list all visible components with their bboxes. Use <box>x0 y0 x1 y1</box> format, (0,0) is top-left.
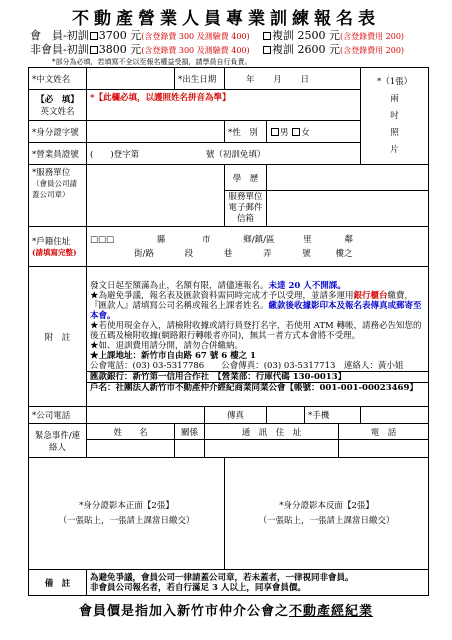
non-member-initial-checkbox[interactable] <box>90 46 98 54</box>
footer-underlined: 不動產經紀業 <box>289 604 374 619</box>
female-checkbox[interactable] <box>292 128 300 136</box>
annex-line-3: ★若使用現金存入，請檢附收據或請行員登打名字，若使用 ATM 轉帳，請務必告知您的後五碼及檢附收據(網路銀行轉帳者亦同)，無其一者方式本會將不受理。 <box>90 320 422 341</box>
chinese-name-field[interactable] <box>87 68 175 90</box>
remark-content <box>87 570 429 596</box>
birth-date-label: *出生日期 <box>175 68 225 90</box>
license-label: *營業員證號 <box>29 143 87 165</box>
non-member-renew-note: (含登錄費用 200) <box>340 46 405 55</box>
zip-boxes: □□□ <box>90 234 115 245</box>
photo-char-2: 吋 <box>390 110 399 121</box>
township-label: 鄉/鎮/區 <box>243 234 275 245</box>
education-label: 學 歷 <box>225 165 267 191</box>
emergency-name-field[interactable] <box>87 440 175 458</box>
annex-line-4: ★如、退訓費用請分開，請勿合併繳納。 <box>90 340 244 351</box>
id-front-label: *身分證影本正面【2張】 <box>79 500 174 511</box>
footer-prefix: 會員價是指加入新竹市仲介公會之 <box>78 604 289 619</box>
chinese-name-label: *中文姓名 <box>29 68 87 90</box>
annex-receipt: 繳款後收據影印本及報名表傳真或郵寄至本會。 <box>90 300 422 321</box>
photo-note: *（1張） <box>376 76 413 87</box>
annex-line-5: ★上課地址：新竹市自由路 67 號 6 樓之 1 <box>90 350 256 361</box>
annex-line-8: 戶名：社團法人新竹市不動產仲介經紀商業同業公會【帳號：001-001-00023469】 <box>87 382 428 393</box>
address-line-1 <box>90 233 425 247</box>
company-email-label: 服務單位電子郵件信箱 <box>225 191 267 227</box>
year-label: 年 <box>246 74 255 85</box>
female-label: 女 <box>301 127 310 138</box>
id-front-area[interactable] <box>29 458 225 570</box>
address-field[interactable] <box>87 227 429 267</box>
annex-line-7: 匯款銀行：新竹第一信用合作社 【營業部：行庫代碼 130-0013】 <box>87 371 428 382</box>
non-member-renew-checkbox[interactable] <box>263 46 271 54</box>
member-initial-amount: 3700 元 <box>98 29 142 42</box>
emergency-label: 緊急事件/連絡人 <box>29 424 87 458</box>
village-label: 里 <box>303 234 312 245</box>
annex-bank-counter: 銀行櫃台 <box>353 290 388 301</box>
non-member-renew-amount: 2600 元 <box>297 43 340 56</box>
id-back-note: （一張貼上，一張請上課當日繳交） <box>258 515 395 526</box>
mobile-field[interactable] <box>361 407 429 424</box>
remark-label: 備 註 <box>29 570 87 596</box>
annex-line-6: 公會電話：(03) 03-5317786 公會傳真：(03) 03-5317713 連絡人：黃小姐 <box>90 360 404 371</box>
id-front-note: （一張貼上，一張請上課當日繳交） <box>58 515 195 526</box>
member-renew-note: (含登錄費用 200) <box>340 32 405 41</box>
required-fields-note: *部分為必填，若填寫不全以至報名權益受損，請學員自行負責。 <box>52 58 252 66</box>
annex-line-2: ★為避免爭議，報名表及匯款資料需同時完成才予以受理，並請多運用銀行櫃台繳費，『匯款人』請填寫公司名稱或報名上課者姓名。繳款後收據影印本及報名表傳真或郵寄至本會。 <box>90 290 422 321</box>
gender-field <box>267 121 361 143</box>
alley-label: 弄 <box>263 248 272 259</box>
member-renew-amount: 2500 元 <box>297 29 340 42</box>
registration-table <box>28 67 429 596</box>
birth-date-field[interactable] <box>225 68 361 90</box>
emergency-col-phone: 電 話 <box>339 424 429 440</box>
member-renew-checkbox[interactable] <box>263 32 271 40</box>
annex-label: 附 註 <box>29 267 87 407</box>
city-label: 市 <box>202 234 211 245</box>
non-member-label: 非會員-初訓 <box>30 43 89 56</box>
address-note: (請填寫完整) <box>32 248 77 257</box>
number-label: 號 <box>302 248 311 259</box>
english-name-label: 英文姓名 <box>40 107 75 117</box>
non-member-initial-note: (含登錄費 300 及測驗費 400) <box>141 46 250 55</box>
company-phone-label: *公司電話 <box>29 407 87 424</box>
non-member-fee-line <box>30 41 450 57</box>
company-label-cell <box>29 165 87 227</box>
male-label: 男 <box>280 127 289 138</box>
mobile-label: *手機 <box>305 407 361 424</box>
annex-min-people: 未達 20 人不開課。 <box>268 280 346 291</box>
license-field[interactable] <box>87 143 361 165</box>
english-name-field[interactable] <box>87 90 361 121</box>
annex-content <box>87 267 429 407</box>
license-suffix: 號（初訓免填） <box>205 149 266 160</box>
form-title: 不動產營業人員專業訓練報名表 <box>72 9 380 29</box>
company-email-field[interactable] <box>267 191 429 227</box>
emergency-phone-field[interactable] <box>339 440 429 458</box>
id-back-area[interactable] <box>225 458 429 570</box>
emergency-col-address: 通 訊 住 址 <box>205 424 339 440</box>
emergency-col-name: 姓 名 <box>87 424 175 440</box>
address-label-cell <box>29 227 87 267</box>
male-checkbox[interactable] <box>271 128 279 136</box>
month-label: 月 <box>273 74 282 85</box>
company-phone-field[interactable] <box>87 407 205 424</box>
emergency-relation-field[interactable] <box>175 440 205 458</box>
member-initial-note: (含登錄費 300 及測驗費 400) <box>141 32 250 41</box>
floor-label: 樓之 <box>335 248 353 259</box>
gender-label: *性 別 <box>225 121 267 143</box>
fax-field[interactable] <box>267 407 305 424</box>
county-label: 縣 <box>156 234 166 245</box>
member-initial-checkbox[interactable] <box>90 32 98 40</box>
id-number-label: *身分證字號 <box>29 121 87 143</box>
required-label: 【必 填】 <box>36 95 79 105</box>
id-number-field[interactable] <box>87 121 225 143</box>
street-label: 街/路 <box>134 248 154 259</box>
id-back-label: *身分證影本反面【2張】 <box>279 500 374 511</box>
footer-note <box>0 600 452 619</box>
day-label: 日 <box>300 74 309 85</box>
neighborhood-label: 鄰 <box>344 234 353 245</box>
photo-char-4: 片 <box>390 144 399 155</box>
company-sub: （會員公司請蓋公司章） <box>32 179 77 199</box>
english-name-label-cell <box>29 90 87 121</box>
emergency-address-field[interactable] <box>205 440 339 458</box>
passport-note: *【此欄必填，以護照姓名拼音為準】 <box>90 93 231 103</box>
member-renew-label: 複訓 <box>272 29 294 42</box>
photo-char-1: 兩 <box>390 93 399 104</box>
license-mid: ( )登字第 <box>90 149 140 160</box>
non-member-renew-label: 複訓 <box>272 43 294 56</box>
remark-line-1: 為避免爭議，會員公司一律請蓋公司章，若未蓋者，一律視同非會員。 <box>90 572 354 583</box>
annex-line-1: 發文日起至額滿為止，名額有限，請儘速報名。未達 20 人不開課。 <box>90 280 346 291</box>
fax-label: 傳真 <box>205 407 267 424</box>
company-label: *服務單位 <box>32 168 71 178</box>
address-line-2 <box>90 247 425 261</box>
section-label: 段 <box>184 248 194 259</box>
remark-line-2: 非會員公司報名者，若自行滿足 3 人以上，同享會員價。 <box>90 582 306 593</box>
company-field[interactable] <box>87 165 225 227</box>
education-field[interactable] <box>267 165 429 191</box>
address-label: *戶籍住址 <box>32 237 71 247</box>
photo-area[interactable] <box>361 68 429 165</box>
non-member-initial-amount: 3800 元 <box>98 43 142 56</box>
photo-char-3: 照 <box>390 127 399 138</box>
emergency-col-relation: 關係 <box>175 424 205 440</box>
member-label: 會 員-初訓 <box>30 29 89 42</box>
lane-label: 巷 <box>223 248 233 259</box>
